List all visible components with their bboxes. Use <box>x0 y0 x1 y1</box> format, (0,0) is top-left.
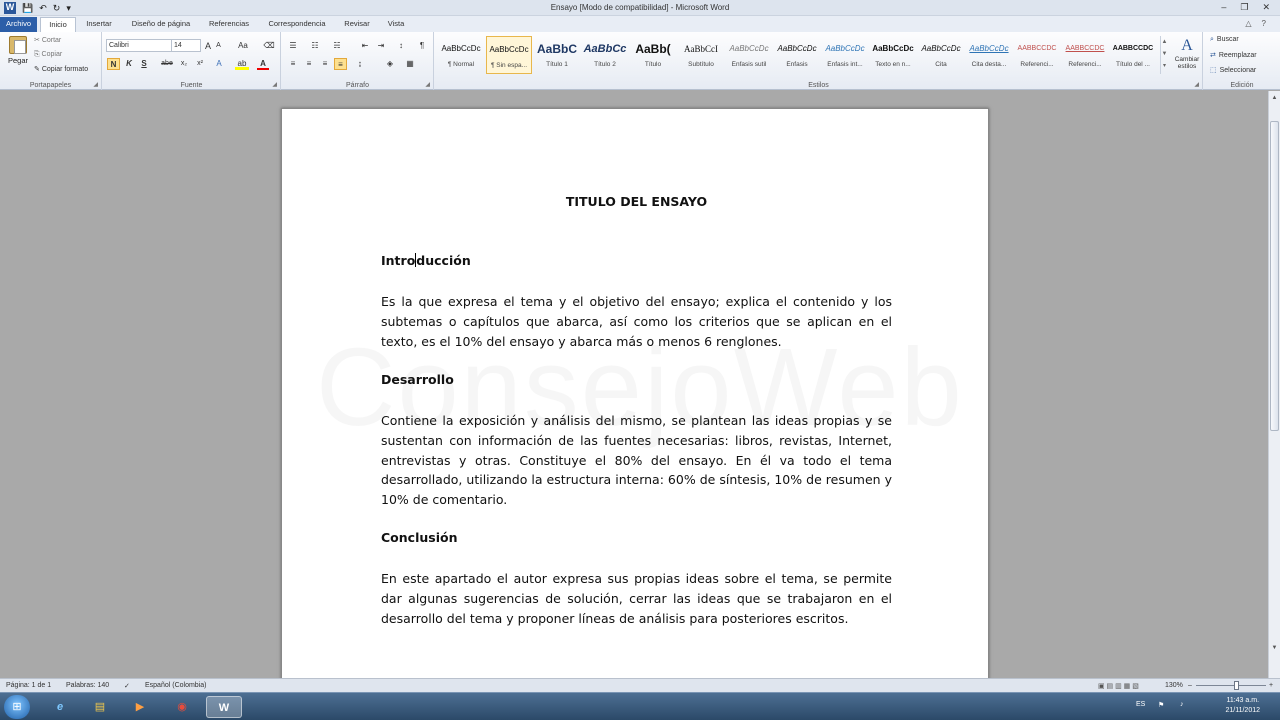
zoom-in-icon[interactable]: + <box>1269 682 1274 689</box>
align-right-button[interactable]: ≡ <box>322 59 328 68</box>
style-name: Subtítulo <box>688 61 714 68</box>
style-sample: AaBbC <box>536 42 577 56</box>
style-intense-emphasis[interactable] <box>822 36 868 74</box>
style-sample: AaBbCcDc <box>825 44 865 53</box>
style-name: Título <box>644 61 662 68</box>
redo-icon[interactable]: ↻ <box>52 2 61 13</box>
grow-font-button[interactable]: A <box>204 41 211 51</box>
tab-references[interactable]: Referencias <box>208 19 250 28</box>
clock-date: 21/11/2012 <box>1225 707 1260 714</box>
cut-button[interactable]: ✂ Cortar <box>34 37 62 44</box>
numbering-button[interactable]: ☷ <box>311 41 319 50</box>
style-emphasis[interactable] <box>774 36 820 74</box>
borders-button[interactable]: ▦ <box>406 59 414 68</box>
change-styles-label: Cambiar estilos <box>1174 56 1200 70</box>
replace-button[interactable] <box>1210 51 1257 59</box>
taskbar <box>0 692 1280 720</box>
copy-button[interactable]: ⎘ Copiar <box>34 51 63 58</box>
clipboard-icon <box>9 36 27 54</box>
status-bar <box>0 678 1280 692</box>
paragraph-conclusion[interactable]: En este apartado el autor expresa sus propias ideas sobre el tema, se permite dar algunas sugerencias de solución, cerrar las ideas que se trabajaron en el desarrollo del tema y proponer líneas de análisis para posteriores escritos. <box>381 571 892 626</box>
heading-conclusion[interactable]: Conclusión <box>381 530 458 545</box>
format-painter-button[interactable]: ✎ Copiar formato <box>34 66 89 73</box>
underline-button[interactable]: S <box>141 59 147 68</box>
scroll-down-icon[interactable]: ▼ <box>1271 645 1278 651</box>
style-gallery <box>438 36 1170 76</box>
style-name: Cita desta... <box>971 61 1007 68</box>
replace-label: Reemplazar <box>1218 52 1257 59</box>
undo-icon[interactable]: ↶ <box>39 2 47 13</box>
gallery-up-icon[interactable]: ▲ <box>1161 39 1168 45</box>
style-sample: AaBb( <box>635 42 671 56</box>
increase-indent-button[interactable]: ⇥ <box>377 41 385 50</box>
style-name: Título 2 <box>594 61 616 68</box>
copy-label: Copiar <box>41 51 63 58</box>
style-gallery-scroll[interactable] <box>1160 36 1168 74</box>
editing-group-label: Edición <box>1230 82 1254 89</box>
subscript-button[interactable]: x₂ <box>180 60 188 67</box>
style-intense-quote[interactable] <box>966 36 1012 74</box>
paragraph-introduccion[interactable]: Es la que expresa el tema y el objetivo del ensayo; explica el contenido y los subtemas o capítulos que abarca, así como los criterios que se aplican en el texto, es el 10% del ensayo y abarca más o menos 6 renglones. <box>381 294 892 349</box>
bold-button[interactable]: N <box>107 58 120 70</box>
vertical-scrollbar[interactable] <box>1268 91 1280 678</box>
speaker-icon[interactable]: ♪ <box>1180 701 1184 708</box>
superscript-button[interactable]: x² <box>197 60 203 67</box>
change-case-button[interactable]: Aa <box>238 41 248 50</box>
highlight-button[interactable]: ab <box>235 58 249 70</box>
paragraph-launcher-icon[interactable]: ◢ <box>425 82 430 88</box>
style-sample: AABBCCDC <box>1112 45 1154 52</box>
multilevel-list-button[interactable]: ☵ <box>333 41 341 50</box>
style-strong[interactable] <box>870 36 916 74</box>
style-normal[interactable] <box>438 36 484 74</box>
clipboard-group-label: Portapapeles <box>29 82 72 89</box>
style-name: Título 1 <box>546 61 568 68</box>
italic-button[interactable]: K <box>126 59 132 68</box>
customize-qat-icon[interactable]: ▾ <box>66 2 71 13</box>
style-name: Referenci... <box>1020 61 1054 68</box>
find-icon: ⌕ <box>1210 36 1214 43</box>
restore-button[interactable]: ❐ <box>1240 2 1249 12</box>
clipboard-launcher-icon[interactable]: ◢ <box>93 82 98 88</box>
style-sample: AABBCCDC <box>1065 45 1105 52</box>
input-language[interactable]: ES <box>1136 701 1146 708</box>
close-button[interactable]: ✕ <box>1262 2 1270 12</box>
internet-explorer-icon[interactable]: e <box>56 701 64 713</box>
show-marks-button[interactable]: ¶ <box>419 41 425 50</box>
tab-home[interactable]: Inicio <box>40 17 76 32</box>
style-name: Referenci... <box>1068 61 1102 68</box>
word-taskbar-icon[interactable]: W <box>206 696 242 718</box>
font-group-label: Fuente <box>180 82 203 89</box>
select-icon: ⬚ <box>1210 67 1217 74</box>
ribbon-tabs <box>0 16 1280 32</box>
style-sample: AaBbCcDc <box>441 44 481 53</box>
tab-file[interactable]: Archivo <box>0 17 37 32</box>
find-button[interactable] <box>1210 36 1239 44</box>
style-sample: AaBbCcI <box>684 44 718 54</box>
style-heading-2[interactable] <box>582 36 628 74</box>
find-label: Buscar <box>1216 36 1239 43</box>
font-name-field[interactable]: Calibri <box>106 39 172 52</box>
select-button[interactable] <box>1210 66 1256 74</box>
style-name: Cita <box>935 61 947 68</box>
chrome-icon[interactable]: ◉ <box>177 701 187 713</box>
style-sample: AABBCCDC <box>1017 45 1057 52</box>
style-name: Texto en n... <box>875 61 911 68</box>
minimize-button[interactable]: – <box>1221 2 1227 12</box>
style-sample: AaBbCcDc <box>969 44 1009 53</box>
select-label: Seleccionar <box>1219 67 1257 74</box>
decrease-indent-button[interactable]: ⇤ <box>361 41 369 50</box>
style-book-title[interactable] <box>1110 36 1156 74</box>
scroll-thumb[interactable] <box>1270 121 1279 431</box>
heading-desarrollo[interactable]: Desarrollo <box>381 372 454 387</box>
window-title: Ensayo [Modo de compatibilidad] - Microsoft Word <box>550 3 730 12</box>
zoom-slider[interactable] <box>1196 685 1266 686</box>
style-intense-reference[interactable] <box>1062 36 1108 74</box>
shrink-font-button[interactable]: A <box>216 42 221 49</box>
document-page[interactable] <box>281 108 989 678</box>
document-area <box>0 91 1268 678</box>
paragraph-group-label: Párrafo <box>346 82 369 89</box>
gallery-more-icon[interactable]: ▾ <box>1162 63 1166 69</box>
gallery-down-icon[interactable]: ▼ <box>1161 51 1168 57</box>
clock[interactable] <box>1225 696 1260 716</box>
align-left-button[interactable]: ≡ <box>290 59 296 68</box>
file-explorer-icon[interactable]: ▤ <box>94 701 106 713</box>
zoom-slider-knob[interactable] <box>1234 681 1239 690</box>
zoom-level[interactable]: 130% <box>1165 682 1183 689</box>
style-name: ¶ Normal <box>447 61 475 68</box>
text-effects-button[interactable]: A <box>216 59 222 68</box>
style-sample: AaBbCcDc <box>872 44 914 53</box>
style-name: Énfasis int... <box>827 61 863 68</box>
word-logo-icon[interactable]: W <box>5 2 15 12</box>
window-controls <box>1221 2 1270 13</box>
style-name: Énfasis <box>786 61 808 68</box>
style-title[interactable] <box>630 36 676 74</box>
format-painter-label: Copiar formato <box>41 66 89 73</box>
style-subtle-emphasis[interactable] <box>726 36 772 74</box>
style-heading-1[interactable] <box>534 36 580 74</box>
shading-button[interactable]: ◈ <box>386 59 394 68</box>
change-styles-button[interactable] <box>1172 36 1202 70</box>
word-count[interactable]: Palabras: 140 <box>66 682 110 689</box>
style-sample: AaBbCcDc <box>777 44 817 53</box>
strikethrough-button[interactable]: abe <box>161 60 173 67</box>
tab-page-layout[interactable]: Diseño de página <box>131 19 191 28</box>
proofing-icon[interactable]: ✓ <box>124 683 130 690</box>
style-name: ¶ Sin espa... <box>490 62 527 69</box>
style-quote[interactable] <box>918 36 964 74</box>
scroll-up-icon[interactable]: ▲ <box>1271 95 1278 101</box>
sort-button[interactable]: ↕ <box>399 41 403 50</box>
style-no-spacing[interactable] <box>486 36 532 74</box>
align-center-button[interactable]: ≡ <box>306 59 312 68</box>
media-player-icon[interactable]: ▶ <box>135 701 145 713</box>
font-size-field[interactable]: 14 <box>171 39 201 52</box>
font-group <box>103 32 281 90</box>
tab-insert[interactable]: Insertar <box>86 19 112 28</box>
style-sample: AaBbCcDc <box>729 44 769 53</box>
change-styles-icon: A <box>1181 37 1193 54</box>
clear-formatting-button[interactable]: ⌫ <box>263 41 275 50</box>
page-count[interactable]: Página: 1 de 1 <box>6 682 52 689</box>
minimize-ribbon-icon[interactable]: △ <box>1245 19 1252 28</box>
ribbon-top-icons <box>1245 19 1266 28</box>
style-name: Título del ... <box>1116 61 1150 68</box>
style-name: Énfasis sutil <box>731 61 767 68</box>
style-subtitle[interactable] <box>678 36 724 74</box>
view-buttons[interactable]: ▣ ▤ ▥ ▦ ▧ <box>1098 683 1139 690</box>
title-bar <box>0 0 1280 16</box>
tab-view[interactable]: Vista <box>387 19 405 28</box>
save-icon[interactable]: 💾 <box>22 2 34 13</box>
document-title[interactable]: TITULO DEL ENSAYO <box>565 194 708 209</box>
paragraph-group <box>282 32 434 90</box>
help-icon[interactable]: ? <box>1261 19 1266 28</box>
cut-label: Cortar <box>41 37 62 44</box>
zoom-out-icon[interactable]: – <box>1188 682 1192 689</box>
font-launcher-icon[interactable]: ◢ <box>272 82 277 88</box>
bullets-button[interactable]: ☰ <box>289 41 297 50</box>
paragraph-desarrollo[interactable]: Contiene la exposición y análisis del mismo, se plantean las ideas propias y se sustentan con información de las fuentes necesarias: libros, revistas, Internet, entrevistas y otras. Constituye el 80% del ensayo. En él va todo el tema desarrollado, utilizando la estructura interna: 60% de síntesis, 10% de resumen y 10% de comentario. <box>381 413 892 508</box>
heading-part: Intro <box>381 253 416 268</box>
language-status[interactable]: Español (Colombia) <box>145 682 207 689</box>
font-color-button[interactable]: A <box>257 58 269 70</box>
paste-label: Pegar <box>7 56 28 65</box>
styles-launcher-icon[interactable]: ◢ <box>1194 82 1199 88</box>
style-sample: AaBbCcDc <box>489 45 529 54</box>
tab-review[interactable]: Revisar <box>344 19 370 28</box>
paste-button[interactable] <box>6 36 30 65</box>
heading-part: ducción <box>416 253 471 268</box>
styles-group-label: Estilos <box>808 82 829 89</box>
style-sample: AaBbCcDc <box>921 44 961 53</box>
clock-time: 11:43 a.m. <box>1226 697 1260 704</box>
justify-button[interactable]: ≡ <box>334 58 347 70</box>
style-subtle-reference[interactable] <box>1014 36 1060 74</box>
style-sample: AaBbCc <box>583 43 627 55</box>
line-spacing-button[interactable]: ↨ <box>358 59 362 68</box>
flag-icon[interactable]: ⚑ <box>1158 702 1165 709</box>
tab-mailings[interactable]: Correspondencia <box>268 19 326 28</box>
heading-introduccion[interactable] <box>381 253 471 268</box>
clipboard-group <box>0 32 102 90</box>
replace-icon: ⇄ <box>1210 52 1216 59</box>
start-button[interactable]: ⊞ <box>4 695 30 719</box>
